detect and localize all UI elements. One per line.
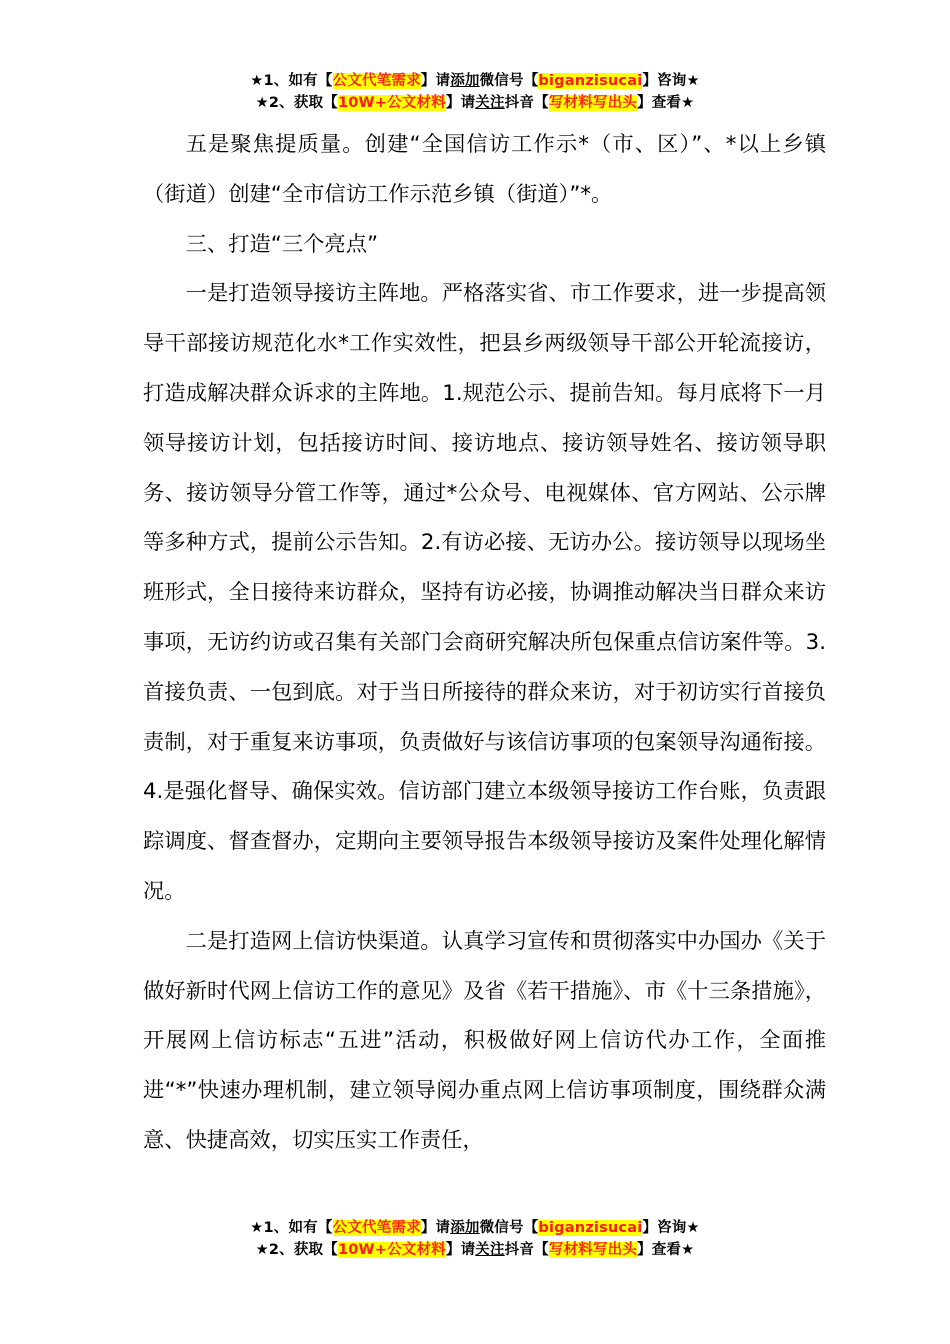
banner-underlined-text: 添加 bbox=[450, 1220, 480, 1236]
banner-highlight: 公文代笔需求 bbox=[332, 1220, 421, 1236]
banner-underlined-text: 添加 bbox=[450, 73, 480, 89]
banner-highlight: 公文代笔需求 bbox=[332, 73, 421, 89]
banner-highlight: biganzisucai bbox=[538, 73, 643, 89]
paragraph: 一是打造领导接访主阵地。严格落实省、市工作要求，进一步提高领导干部接访规范化水*工作实效性，把县乡两级领导干部公开轮流接访，打造成解决群众诉求的主阵地。1.规范公示、提前告知。每月底将下一月领导接访计划，包括接访时间、接访地点、接访领导姓名、接访领导职务、接访领导分管工作等，通过*公众号、电视媒体、官方网站、公示牌等多种方式，提前公示告知。2.有访必接、无访办公。接访领导以现场坐班形式，全日接待来访群众，坚持有访必接，协调推动解决当日群众来访事项，无访约访或召集有关部门会商研究解决所包保重点信访案件等。3.首接负责、一包到底。对于当日所接待的群众来访，对于初访实行首接负责制，对于重复来访事项，负责做好与该信访事项的包案领导沟通衔接。4.是强化督导、确保实效。信访部门建立本级领导接访工作台账，负责跟踪调度、督查督办，定期向主要领导报告本级领导接访及案件处理化解情况。 bbox=[143, 281, 826, 904]
banner-text: 】请 bbox=[420, 73, 451, 89]
banner-text: 】咨询★ bbox=[642, 1220, 700, 1236]
banner-text: 抖音【 bbox=[504, 95, 549, 111]
paragraph: 二是打造网上信访快渠道。认真学习宣传和贯彻落实中办国办《关于做好新时代网上信访工作的意见》及省《若干措施》、市《十三条措施》，开展网上信访标志“五进”活动，积极做好网上信访代办工作，全面推进“*”快速办理机制，建立领导阅办重点网上信访事项制度，围绕群众满意、快捷高效，切实压实工作责任， bbox=[143, 928, 826, 1153]
banner-text: ★2、获取【 bbox=[255, 1242, 338, 1258]
banner-text: ★1、如有【 bbox=[250, 73, 333, 89]
banner-highlight: 写材料写出头 bbox=[548, 1242, 638, 1258]
banner-text: 】请 bbox=[445, 95, 476, 111]
banner-text: ★1、如有【 bbox=[250, 1220, 333, 1236]
banner-text: 抖音【 bbox=[504, 1242, 549, 1258]
banner-highlight: 写材料写出头 bbox=[548, 95, 638, 111]
header-banner bbox=[0, 70, 950, 114]
banner-underlined-text: 关注 bbox=[475, 1242, 505, 1258]
banner-line-2 bbox=[0, 92, 950, 114]
banner-highlight: biganzisucai bbox=[538, 1220, 643, 1236]
banner-line-2 bbox=[0, 1239, 950, 1261]
banner-underlined-text: 关注 bbox=[475, 95, 505, 111]
banner-highlight: 10W+公文材料 bbox=[337, 1242, 446, 1258]
banner-text: ★2、获取【 bbox=[255, 95, 338, 111]
section-heading: 三、打造“三个亮点” bbox=[185, 231, 379, 257]
document-body bbox=[143, 120, 826, 1166]
banner-line-1 bbox=[0, 1217, 950, 1239]
paragraph: 五是聚焦提质量。创建“全国信访工作示*（市、区）”、*以上乡镇（街道）创建“全市信访工作示范乡镇（街道）”*。 bbox=[143, 132, 826, 207]
banner-text: 】请 bbox=[420, 1220, 451, 1236]
banner-highlight: 10W+公文材料 bbox=[337, 95, 446, 111]
footer-banner bbox=[0, 1217, 950, 1261]
banner-text: 微信号【 bbox=[479, 73, 539, 89]
banner-text: 】查看★ bbox=[637, 1242, 695, 1258]
banner-line-1 bbox=[0, 70, 950, 92]
banner-text: 微信号【 bbox=[479, 1220, 539, 1236]
banner-text: 】查看★ bbox=[637, 95, 695, 111]
banner-text: 】咨询★ bbox=[642, 73, 700, 89]
banner-text: 】请 bbox=[445, 1242, 476, 1258]
